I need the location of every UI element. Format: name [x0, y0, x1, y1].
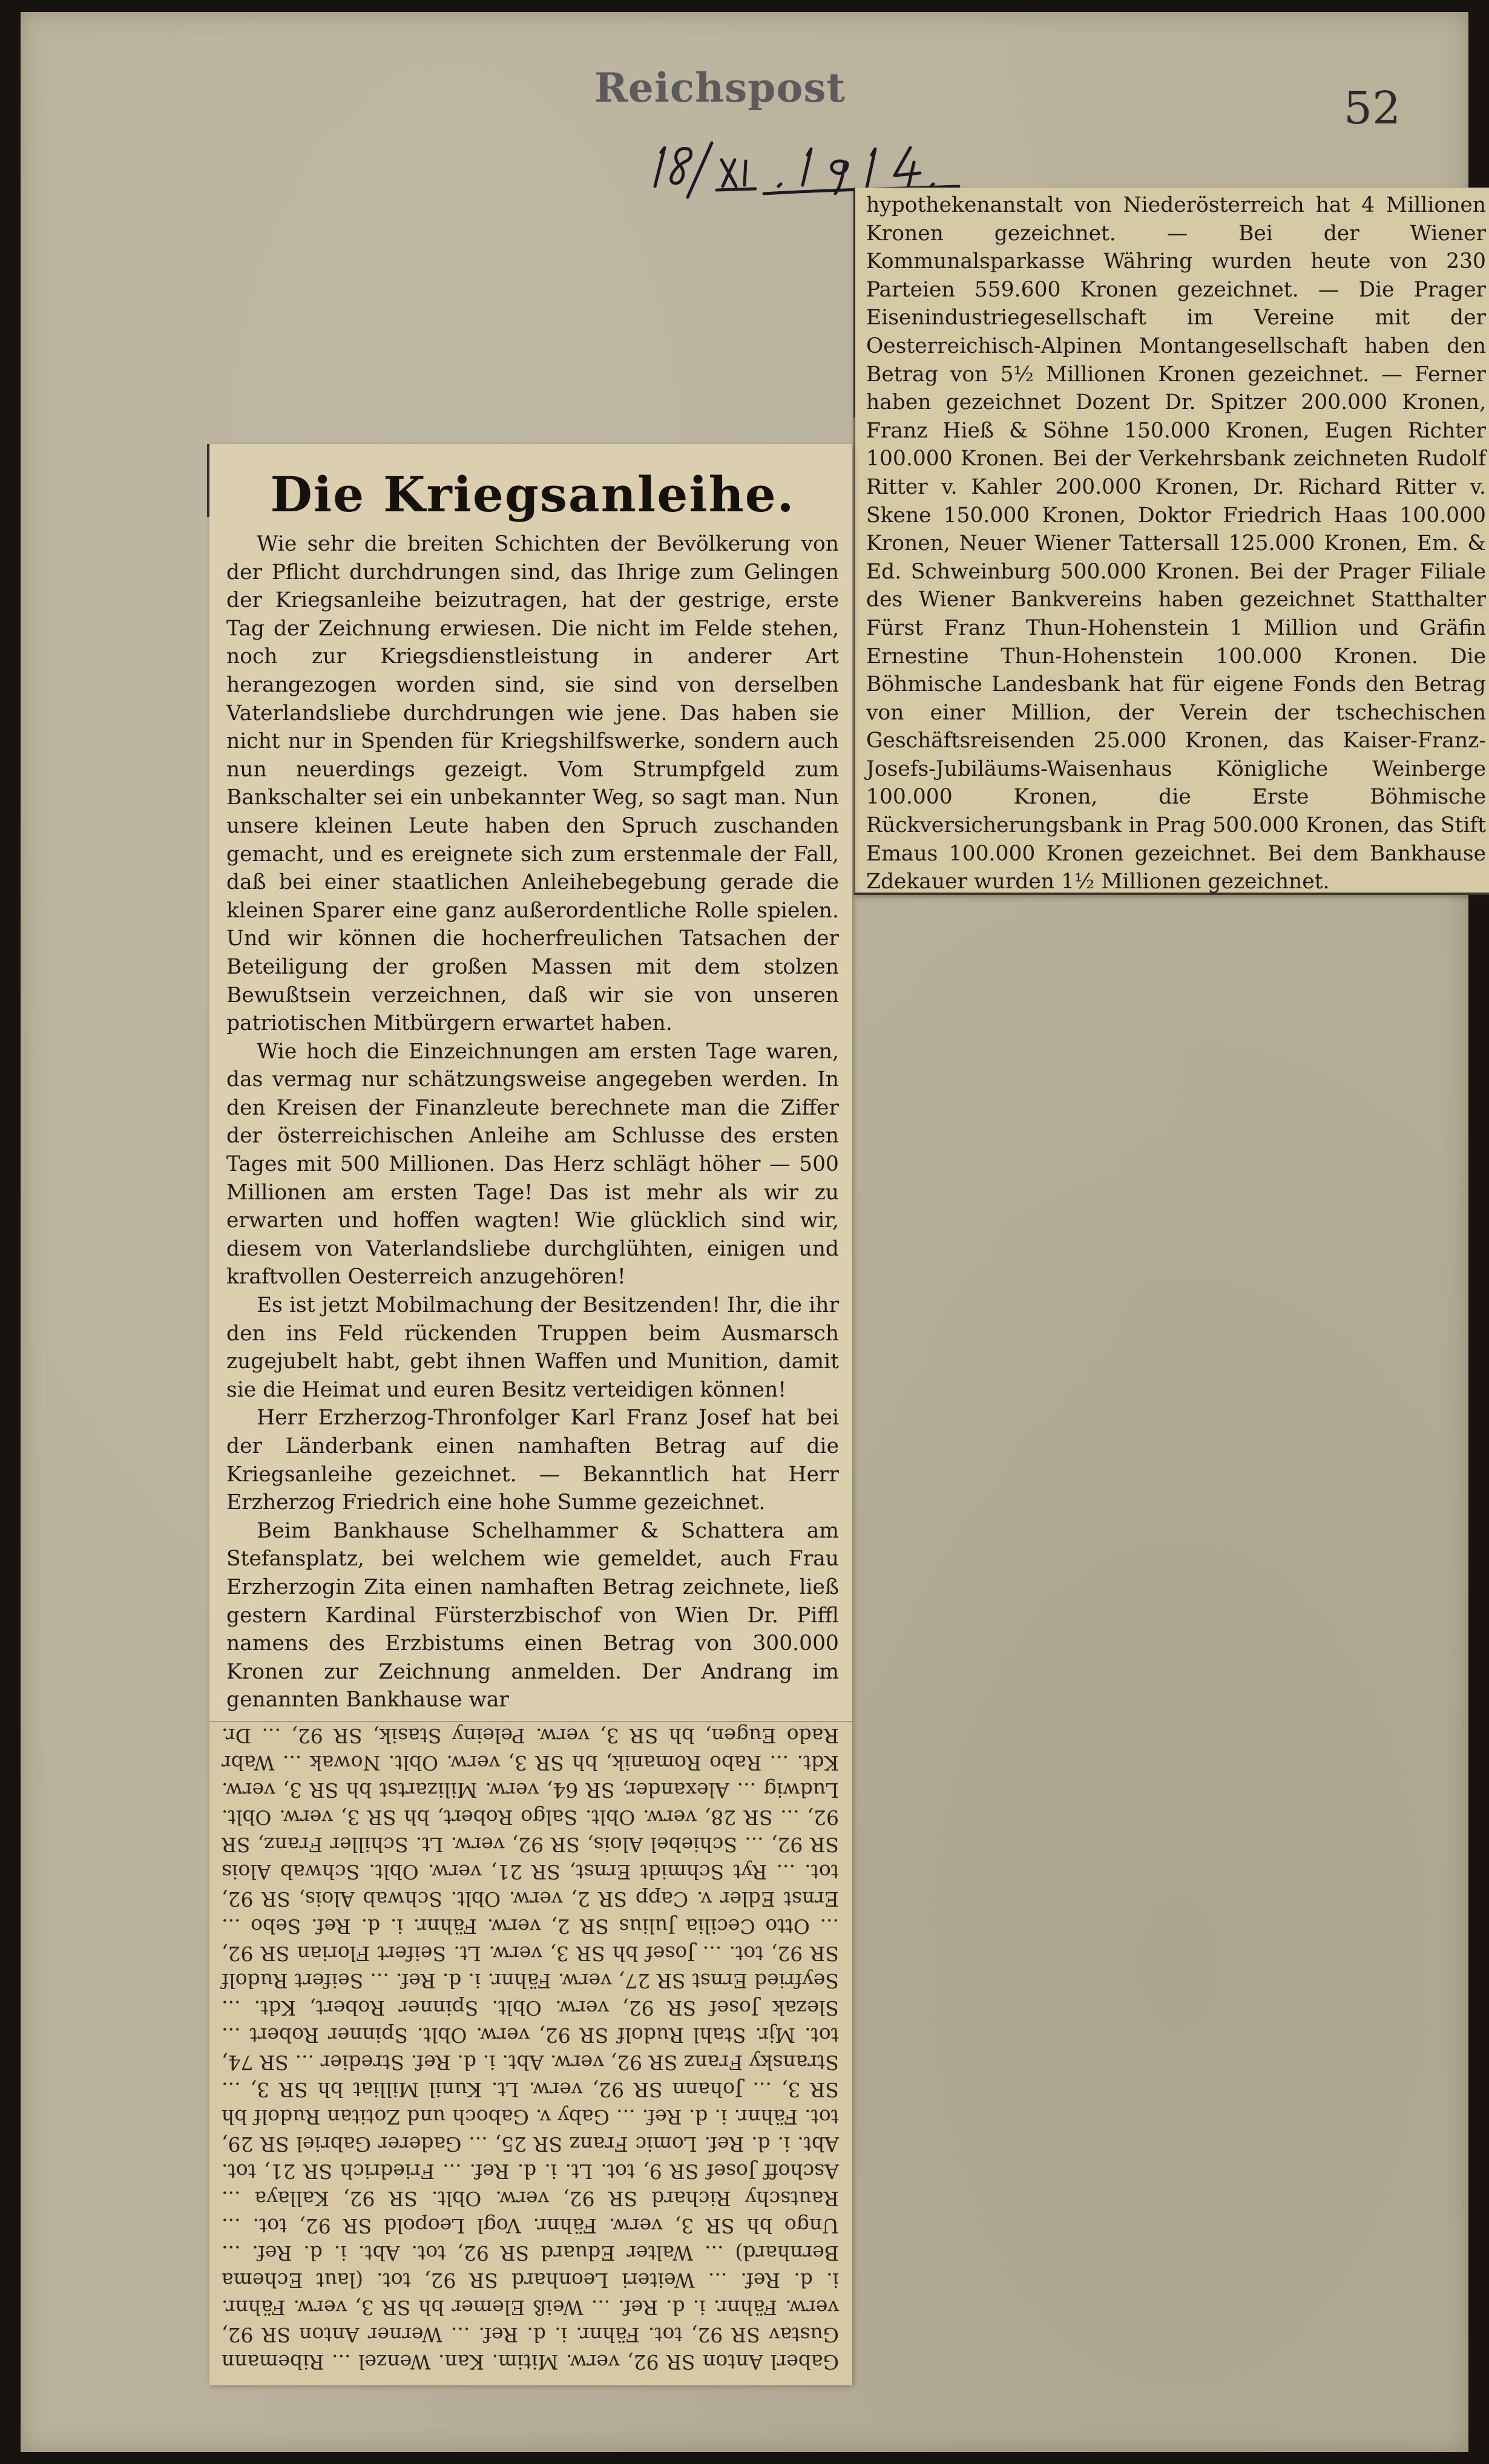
archive-sheet [21, 12, 1486, 2452]
upside-down-casualty-list [222, 1724, 839, 2376]
article-paragraph-3: Es ist jetzt Mobilmachung der Besitzenden! Ihr, die ihr den ins Feld rückenden Truppen beim Ausmarsch zugejubelt habt, gebt ihnen Waffen und Munition, damit sie die Heimat und euren Besitz verteidigen können! [226, 1293, 839, 1402]
article-title: Die Kriegsanleihe. [270, 466, 795, 523]
article-paragraph-4: Herr Erzherzog-Thronfolger Karl Franz Josef hat bei der Länderbank einen namhaften Betrag auf die Kriegsanleihe gezeichnet. — Bekanntlich hat Herr Erzherzog Friedrich eine hohe Summe gezeichnet. [226, 1406, 839, 1515]
article-paragraph-2: Wie hoch die Einzeichnungen am ersten Tage waren, das vermag nur schätzungsweise angegeben werden. In den Kreisen der Finanzleute berechnete man die Ziffer der österreichischen Anleihe am Schlusse des ersten Tages mit 500 Millionen. Das Herz schlägt höher — 500 Millionen am ersten Tage! Das ist mehr als wir zu erwarten und hoffen wagten! Wie glücklich sind wir, diesem von Vaterlandsliebe durchglühten, einigen und kraftvollen Oesterreich anzugehören! [226, 1039, 839, 1289]
main-clipping [209, 444, 852, 2384]
clipping-left-edge [207, 444, 209, 517]
article-paragraph-5: Beim Bankhause Schelhammer & Schattera am Stefansplatz, bei welchem wie gemeldet, auch Frau Erzherzogin Zita einen namhaften Betrag zeichnete, ließ gestern Kardinal Fürsterzbischof von Wien Dr. Piffl namens des Erzbistums einen Betrag von 300.000 Kronen zur Zeichnung anmelden. Der Andrang im genannten Bankhause war [226, 1518, 839, 1712]
reverse-side-text: Gaberl Anton SR 92, verw. Mitim. Kan. Wenzel ... Ribemann Gustav SR 92, tot. Fähnr. i. d. Ref. ... Werner Anton SR 92, verw. Fähnr. i. d. Ref. ... Weiß Elemer bh SR 3, verw. Fähnr. i. d. Ref. ... Weiteri Leonhard SR 92, tot. (laut Echema Bernhard) ... Walter Eduard SR 92, tot. Abt. i. d. Ref. ... Ungo bh SR 3, verw. Fähnr. Vogl Leopold SR 92, tot. ... Rautschy Richard SR 92, verw. Oblt. SR 92, Kallaya ... Aschoff Josef SR 9, tot. Lt. i. d. Ref. ... Friedrich SR 21, tot. Abt. i. d. Ref. Lomic Franz SR 25, ... Gaderer Gabriel SR 29, tot. Fähnr. i. d. Ref. ... Gaby v. Gaboch und Zotitan Rudolf bh SR 3, ... Johann SR 92, verw. Lt. Kunil Milliat bh SR 3, ... Stransky Franz SR 92, verw. Abt. i. d. Ref. Stredier ... SR 74, tot. Mjr. Stahl Rudolf SR 92, verw. Oblt. Spinner Robert ... Slezak Josef SR 92, verw. Oblt. Spinner Robert, Kdt. ... Seyfried Ernst SR 27, verw. Fähnr. i. d. Ref. ... Seifert Rudolf SR 92, tot. ... Josef bh SR 3, verw. Lt. Seifert Florian SR 92, ... Otto Cecilia Julius SR 2, verw. Fähnr. i. d. Ref. Sebo ... Ernst Edler v. Capp SR 2, verw. Oblt. Schwab Alois, SR 92, tot. ... Ryt Schmidt Ernst, SR 21, verw. Oblt. Schwab Alois SR 92, ... Schiebel Alois, SR 92, verw. Lt. Schiller Franz, SR 92, ... SR 28, verw. Oblt. Salgo Robert, bh SR 3, verw. Oblt. Ludwig ... Alexander, SR 64, verw. Milizartst bh SR 3, verw. Kdt. ... Rabo Romanik, bh SR 3, verw. Oblt. Nowak ... Wabr Rado Eugen, bh SR 3, verw. Peleiny Stasik, SR 92, ... Dr. [222, 1724, 839, 2374]
article-column [209, 444, 852, 1719]
clipping-edge [853, 188, 855, 418]
newspaper-stamp: Reichspost [594, 64, 846, 111]
continuation-clipping [853, 188, 1489, 895]
page-number: 52 [1344, 82, 1401, 134]
reverse-side-clipping [209, 1721, 852, 2385]
article-paragraph-1: Wie sehr die breiten Schichten der Bevölkerung von der Pflicht durchdrungen sind, das Ihrige zum Gelingen der Kriegsanleihe beizutragen, hat der gestrige, erste Tag der Zeichnung erwiesen. Die nicht im Felde stehen, noch zur Kriegsdienstleistung in anderer Art herangezogen worden sind, sie sind von derselben Vaterlandsliebe durchdrungen wie jene. Das haben sie nicht nur in Spenden für Kriegshilfswerke, sondern auch nun neuerdings gezeigt. Vom Strumpfgeld zum Bankschalter sei ein unbekannter Weg, so sagt man. Nun unsere kleinen Leute haben den Spruch zuschanden gemacht, und es ereignete sich zum erstenmale der Fall, daß bei einer staatlichen Anleihebegebung gerade die kleinen Sparer eine ganz außerordentliche Rolle spielen. Und wir können die hocherfreulichen Tatsachen der Beteiligung der großen Massen mit dem stolzen Bewußtsein verzeichnen, daß wir sie von unseren patriotischen Mitbürgern erwartet haben. [226, 532, 839, 1036]
continuation-text: hypothekenanstalt von Niederösterreich hat 4 Millionen Kronen gezeichnet. — Bei der Wiener Kommunalsparkasse Währing wurden heute von 230 Parteien 559.600 Kronen gezeichnet. — Die Prager Eisenindustriegesellschaft im Vereine mit der Oesterreichisch-Alpinen Montangesellschaft haben den Betrag von 5½ Millionen Kronen gezeichnet. — Ferner haben gezeichnet Dozent Dr. Spitzer 200.000 Kronen, Franz Hieß & Söhne 150.000 Kronen, Eugen Richter 100.000 Kronen. Bei der Verkehrsbank zeichneten Rudolf Ritter v. Kahler 200.000 Kronen, Dr. Richard Ritter v. Skene 150.000 Kronen, Doktor Friedrich Haas 100.000 Kronen, Neuer Wiener Tattersall 125.000 Kronen, Em. & Ed. Schweinburg 500.000 Kronen. Bei der Prager Filiale des Wiener Bankvereins haben gezeichnet Statthalter Fürst Franz Thun-Hohenstein 1 Million und Gräfin Ernestine Thun-Hohenstein 100.000 Kronen. Die Böhmische Landesbank hat für eigene Fonds den Betrag von einer Million, der Verein der tschechischen Geschäftsreisenden 25.000 Kronen, das Kaiser-Franz-Josefs-Jubiläums-Waisenhaus Königliche Weinberge 100.000 Kronen, die Erste Böhmische Rückversicherungsbank in Prag 500.000 Kronen, das Stift Emaus 100.000 Kronen gezeichnet. Bei dem Bankhause Zdekauer wurden 1½ Millionen gezeichnet. [866, 193, 1486, 894]
